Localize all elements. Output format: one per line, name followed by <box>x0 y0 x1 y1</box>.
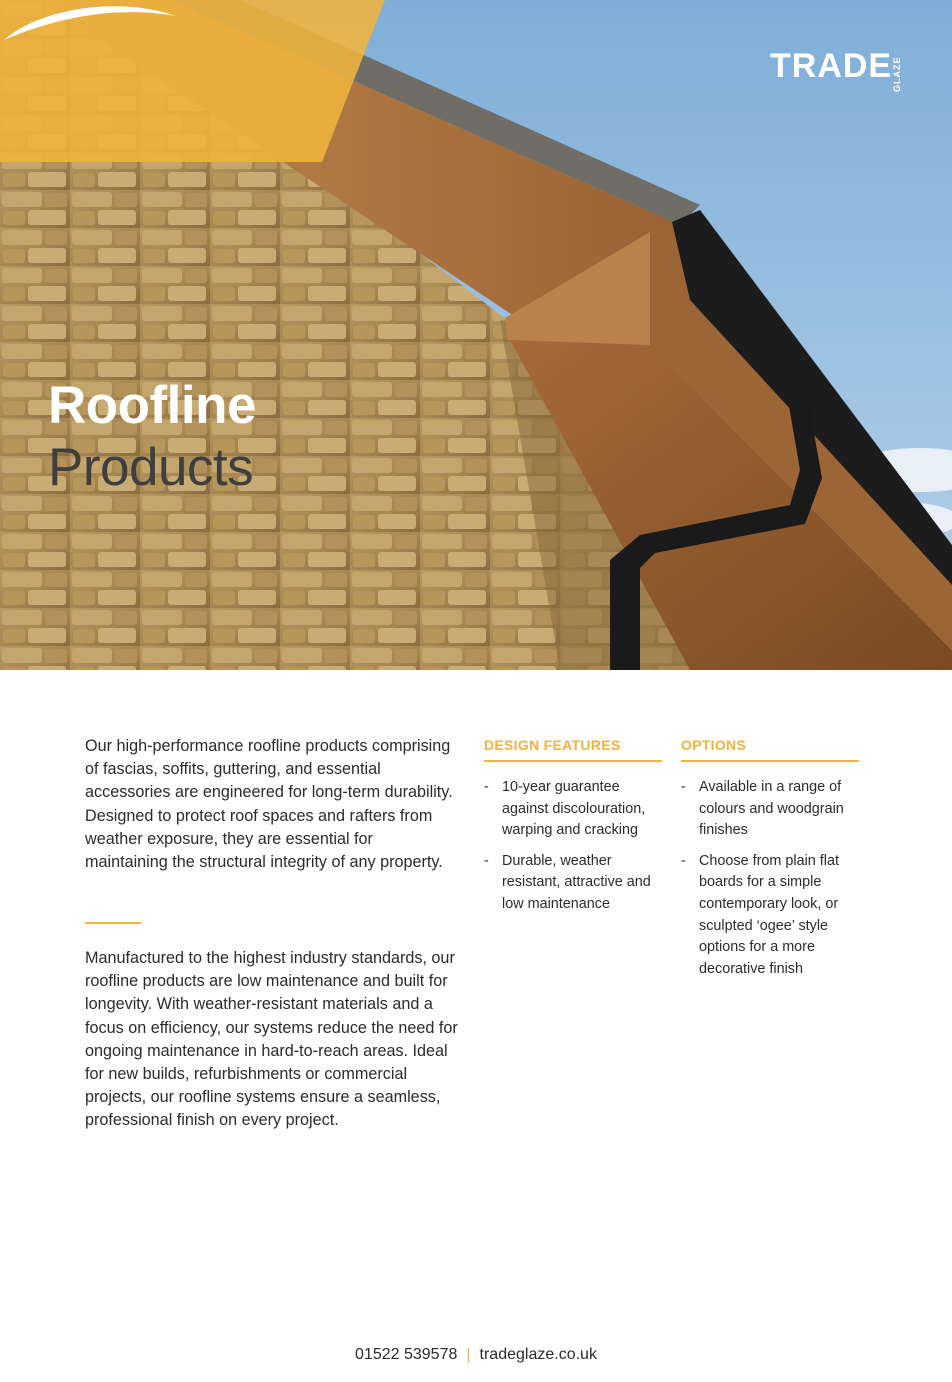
dash-bullet-icon: - <box>681 779 686 795</box>
list-item <box>484 851 662 916</box>
list-item-text: 10-year guarantee against discolouration, warping and cracking <box>502 779 646 839</box>
website-link[interactable]: tradeglaze.co.uk <box>479 1346 597 1363</box>
footer <box>0 1344 952 1366</box>
footer-separator: | <box>466 1346 471 1363</box>
logo-swoosh-icon <box>0 0 180 80</box>
page-title: Roofline <box>48 376 256 435</box>
detail-paragraph: Manufactured to the highest industry standards, our roofline products are low maintenance and built for longevity. With weather-resistant materials and a focus on efficiency, our systems reduce the need for ongoing maintenance in hard-to-reach areas. Ideal for new builds, refurbishments or commercial projects, our roofline systems ensure a seamless, professional finish on every project. <box>85 949 458 1130</box>
hero-image <box>0 0 952 670</box>
page-subtitle: Products <box>48 438 254 497</box>
design-features-section <box>484 736 662 925</box>
divider <box>85 922 141 924</box>
design-features-list <box>484 777 662 916</box>
list-item-text: Available in a range of colours and woodgrain finishes <box>699 779 844 839</box>
dash-bullet-icon: - <box>681 852 686 869</box>
list-item <box>681 777 859 842</box>
intro-paragraph: Our high-performance roofline products comprising of fascias, soffits, guttering, and essential accessories are engineered for long-term durability. Designed to protect roof spaces and rafters from weather exposure, they are essential for maintaining the structural integrity of any property. <box>85 737 453 872</box>
brand-logo: TRADE <box>770 47 893 85</box>
list-item <box>484 777 662 842</box>
dash-bullet-icon: - <box>484 852 489 869</box>
dash-bullet-icon: - <box>484 779 489 795</box>
options-list <box>681 777 859 980</box>
phone-number[interactable]: 01522 539578 <box>355 1346 458 1363</box>
options-section <box>681 736 859 989</box>
list-item-text: Durable, weather resistant, attractive and low maintenance <box>502 852 651 912</box>
options-heading: OPTIONS <box>681 736 859 762</box>
list-item-text: Choose from plain flat boards for a simple contemporary look, or sculpted ‘ogee’ style options for a more decorative finish <box>699 852 839 977</box>
brand-logo-sub: GLAZE <box>892 56 902 92</box>
list-item <box>681 851 859 981</box>
design-features-heading: DESIGN FEATURES <box>484 736 662 762</box>
